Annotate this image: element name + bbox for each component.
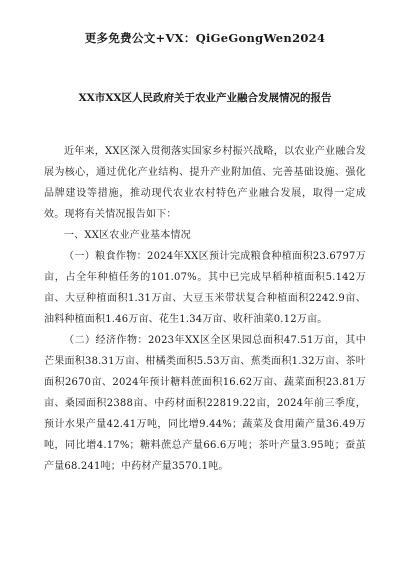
grain-text: 2024年XX区预计完成粮食种植面积23.6797万亩，占全年种植任务的101.07%。其中已完成早稻种植面积5.142万亩、大豆种植面积1.31万亩、大豆玉米带状复合种植面积2242.9亩、油料种植面积1.46万亩、花生1.34万亩、收秆油菜0.12万亩。: [44, 251, 366, 325]
economic-crops-label: （二）经济作物：: [64, 335, 148, 346]
intro-paragraph: 近年来，XX区深入贯彻落实国家乡村振兴战略，以农业产业融合发展为核心，通过优化产业结构、提升产业附加值、完善基础设施、强化品牌建设等措施，推动现代农业农村特色产业融合发展，取得一定成效。现将有关情况报告如下：: [44, 146, 366, 220]
watermark-header: 更多免费公文+VX：QiGeGongWen2024: [84, 31, 326, 45]
document-title: XX市XX区人民政府关于农业产业融合发展情况的报告: [78, 92, 332, 104]
grain-paragraph: [44, 246, 366, 330]
economic-crops-paragraph: [44, 330, 366, 477]
grain-label: （一）粮食作物：: [64, 251, 148, 262]
economic-crops-text: 2023年XX区全区果园总面积47.51万亩，其中芒果面积38.31万亩、柑橘类面积5.53万亩、蕉类面积1.32万亩、茶叶面积2670亩、2024年预计糖料蔗面积16.62万亩、蔬菜面积23.81万亩、桑园面积2388亩、中药材面积22819.22亩，2024年前三季度，预计水果产量42.41万吨，同比增9.44%；蔬菜及食用菌产量36.49万吨，同比增4.17%；糖料蔗总产量66.6万吨；茶叶产量3.95吨；蚕茧产量68.241吨；中药材产量3570.1吨。: [44, 335, 366, 472]
section-heading: 一、XX区农业产业基本情况: [64, 230, 191, 241]
document-body: [44, 141, 366, 477]
